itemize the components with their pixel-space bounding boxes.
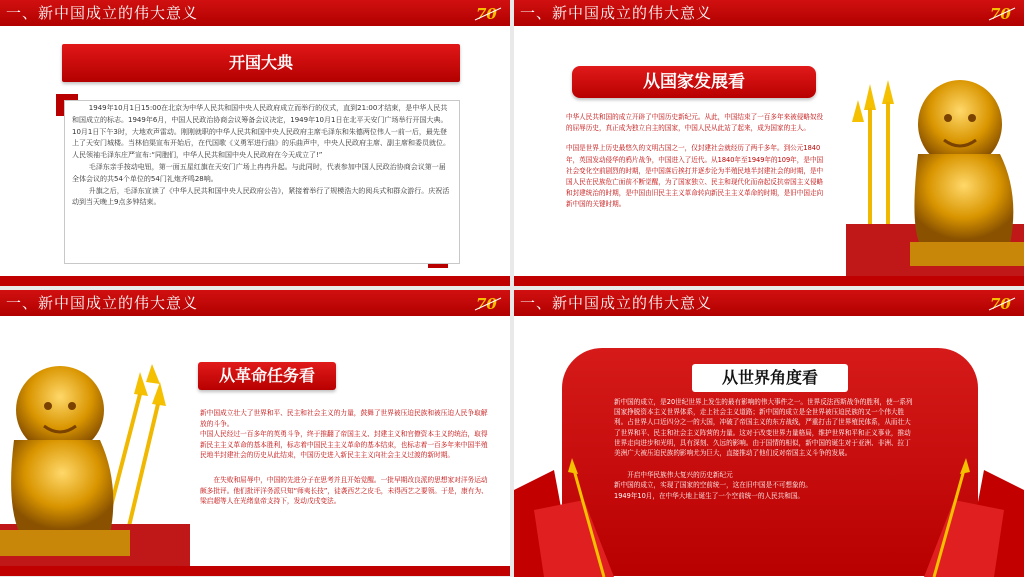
slide-heading — [198, 362, 336, 390]
slide-header — [514, 0, 1024, 26]
paragraph: 中国人民经过一百多年的英勇斗争，终于推翻了帝国主义、封建主义和官僚资本主义的统治，取得新民主主义革命的基本胜利，标志着中国民主主义革命的基本结束，也标志着一百多年来中国半殖民地半封建社会的历史从此结束，中国历史进入新民主主义向社会主义过渡的新时期。 — [200, 430, 488, 460]
slide-heading — [692, 364, 848, 392]
slide-header — [0, 0, 510, 26]
svg-text:70: 70 — [476, 5, 497, 22]
anniversary-70-logo-icon — [988, 4, 1016, 22]
development-text — [566, 112, 826, 211]
paragraph: 新中国的成立，是20世纪世界上发生的最有影响的伟大事件之一。世界反法西斯战争的胜利，使一系列国家挣脱资本主义世界体系，走上社会主义道路；新中国的成立是全世界被压迫民族的又一个伟大胜利。占世界人口近四分之一的大国，冲破了帝国主义的东方战线，严重打击了世界殖民体系，从而壮大了世界和平、民主和社会主义阵营的力量。这对于改变世界力量格局，维护世界和平和正义事业，推动世界走向进步和光明，具有深刻、久远的影响。由于国情的相似，新中国的诞生对于亚洲、非洲、拉丁美洲广大被压迫民族的影响尤为巨大，直接推动了他们反对帝国主义斗争的发展。 — [614, 398, 913, 458]
heading-text: 开国大典 — [228, 53, 293, 72]
slide-national-development[interactable] — [514, 0, 1024, 286]
heading-text: 从世界角度看 — [721, 368, 818, 387]
paragraph: 升旗之后，毛泽东宣读了《中华人民共和国中央人民政府公告》，紧接着举行了规模浩大的阅兵式和群众游行。庆祝活动到当天晚上9点多钟结束。 — [72, 186, 450, 207]
anniversary-70-logo-icon — [474, 4, 502, 22]
slide-header — [514, 290, 1024, 316]
heading-text: 从革命任务看 — [218, 366, 315, 385]
paragraph: 中国是世界上历史最悠久的文明古国之一，仅封建社会就经历了两千多年。到公元1840年，英国发动侵华的鸦片战争，中国进入了近代。从1840年至1949年的109年，是中国社会变化空前剧烈的时期，是中国落后挨打并逐步沦为半殖民地半封建社会的时期，是中国人民在民族危亡面前不断觉醒，为了国家独立、民主和现代化而奋起反抗帝国主义侵略和封建统治的时期，是中国由旧民主主义革命转向新民主主义革命的时期，是旧中国走向新中国的关键时期。 — [566, 144, 824, 209]
header-title: 一、新中国成立的伟大意义 — [6, 4, 199, 22]
golden-lion-statue-icon — [0, 364, 190, 570]
svg-text:70: 70 — [476, 295, 497, 312]
paragraph-line: 1949年10月，在中华大地上诞生了一个空前统一的人民共和国。 — [614, 491, 805, 500]
svg-text:70: 70 — [990, 295, 1011, 312]
header-title: 一、新中国成立的伟大意义 — [520, 4, 713, 22]
revolution-text — [200, 408, 492, 507]
paragraph-line: 开启中华民族伟大复兴的历史新纪元 — [627, 471, 733, 480]
slide-founding-ceremony[interactable] — [0, 0, 510, 286]
slide-header — [0, 290, 510, 316]
paragraph: 中华人民共和国的成立开辟了中国历史新纪元。从此，中国结束了一百多年来被侵略奴役的屈辱历史，真正成为独立自主的国家，中国人民从此站了起来，成为国家的主人。 — [566, 113, 824, 133]
paragraph: 毛泽东亲手按动电钮，第一面五星红旗在天安门广场上冉冉升起。与此同时，代表参加中国人民政治协商会议第一届全体会议的共54个单位的54门礼炮齐鸣28响。 — [72, 162, 446, 183]
anniversary-70-logo-icon — [474, 294, 502, 312]
world-text — [614, 397, 914, 501]
slide-world-perspective[interactable] — [514, 290, 1024, 577]
header-title: 一、新中国成立的伟大意义 — [6, 294, 199, 312]
slide-footer-bar — [0, 276, 510, 286]
slide-heading — [572, 66, 816, 98]
slide-footer-bar — [514, 276, 1024, 286]
paragraph: 新中国成立壮大了世界和平、民主和社会主义的力量，鼓舞了世界被压迫民族和被压迫人民争取解放的斗争。 — [200, 409, 488, 428]
slide-heading — [62, 44, 460, 82]
paragraph-line: 新中国的成立，实现了国家的空前统一，这在旧中国是不可想象的。 — [614, 481, 812, 490]
paragraph: 在失败和屈辱中，中国的先进分子在思考并且开始觉醒。一批早期改良派的思想家对洋务运动颇多批评。他们批评洋务派只知“师夷长技”，徒袭西艺之皮毛，未得西艺之要领。于是，康有为、梁启超等人在光绪皇帝支持下，发动戊戌变法。 — [200, 475, 488, 506]
slide-footer-bar — [0, 566, 510, 576]
anniversary-70-logo-icon — [988, 294, 1016, 312]
heading-text: 从国家发展看 — [643, 72, 745, 92]
golden-lion-statue-icon — [840, 74, 1024, 280]
paragraph: 1949年10月1日15:00在北京为中华人民共和国中央人民政府成立而举行的仪式，直到21:00才结束，是中华人民共和国成立的标志。1949年6月，中国人民政治协商会议筹备会议决定，1949年10月1日在北平天安门广场举行开国大典。10月1日下午3时，大地欢声雷动。刚刚就职的中华人民共和国中央人民政府主席毛泽东和朱德两位伟人一前一后，最先登上了天安门城楼。当林伯渠宣布开始后，在代国歌《义勇军进行曲》的乐曲声中，中央人民政府主席、副主席和委员就位。人民领袖毛泽东庄严宣布:“同胞们，中华人民共和国中央人民政府在今天成立了!” — [72, 104, 450, 160]
slide-revolutionary-tasks[interactable] — [0, 290, 510, 576]
svg-text:70: 70 — [990, 5, 1011, 22]
ceremony-text — [72, 103, 450, 209]
header-title: 一、新中国成立的伟大意义 — [520, 294, 713, 312]
halberd-icon — [852, 80, 894, 238]
